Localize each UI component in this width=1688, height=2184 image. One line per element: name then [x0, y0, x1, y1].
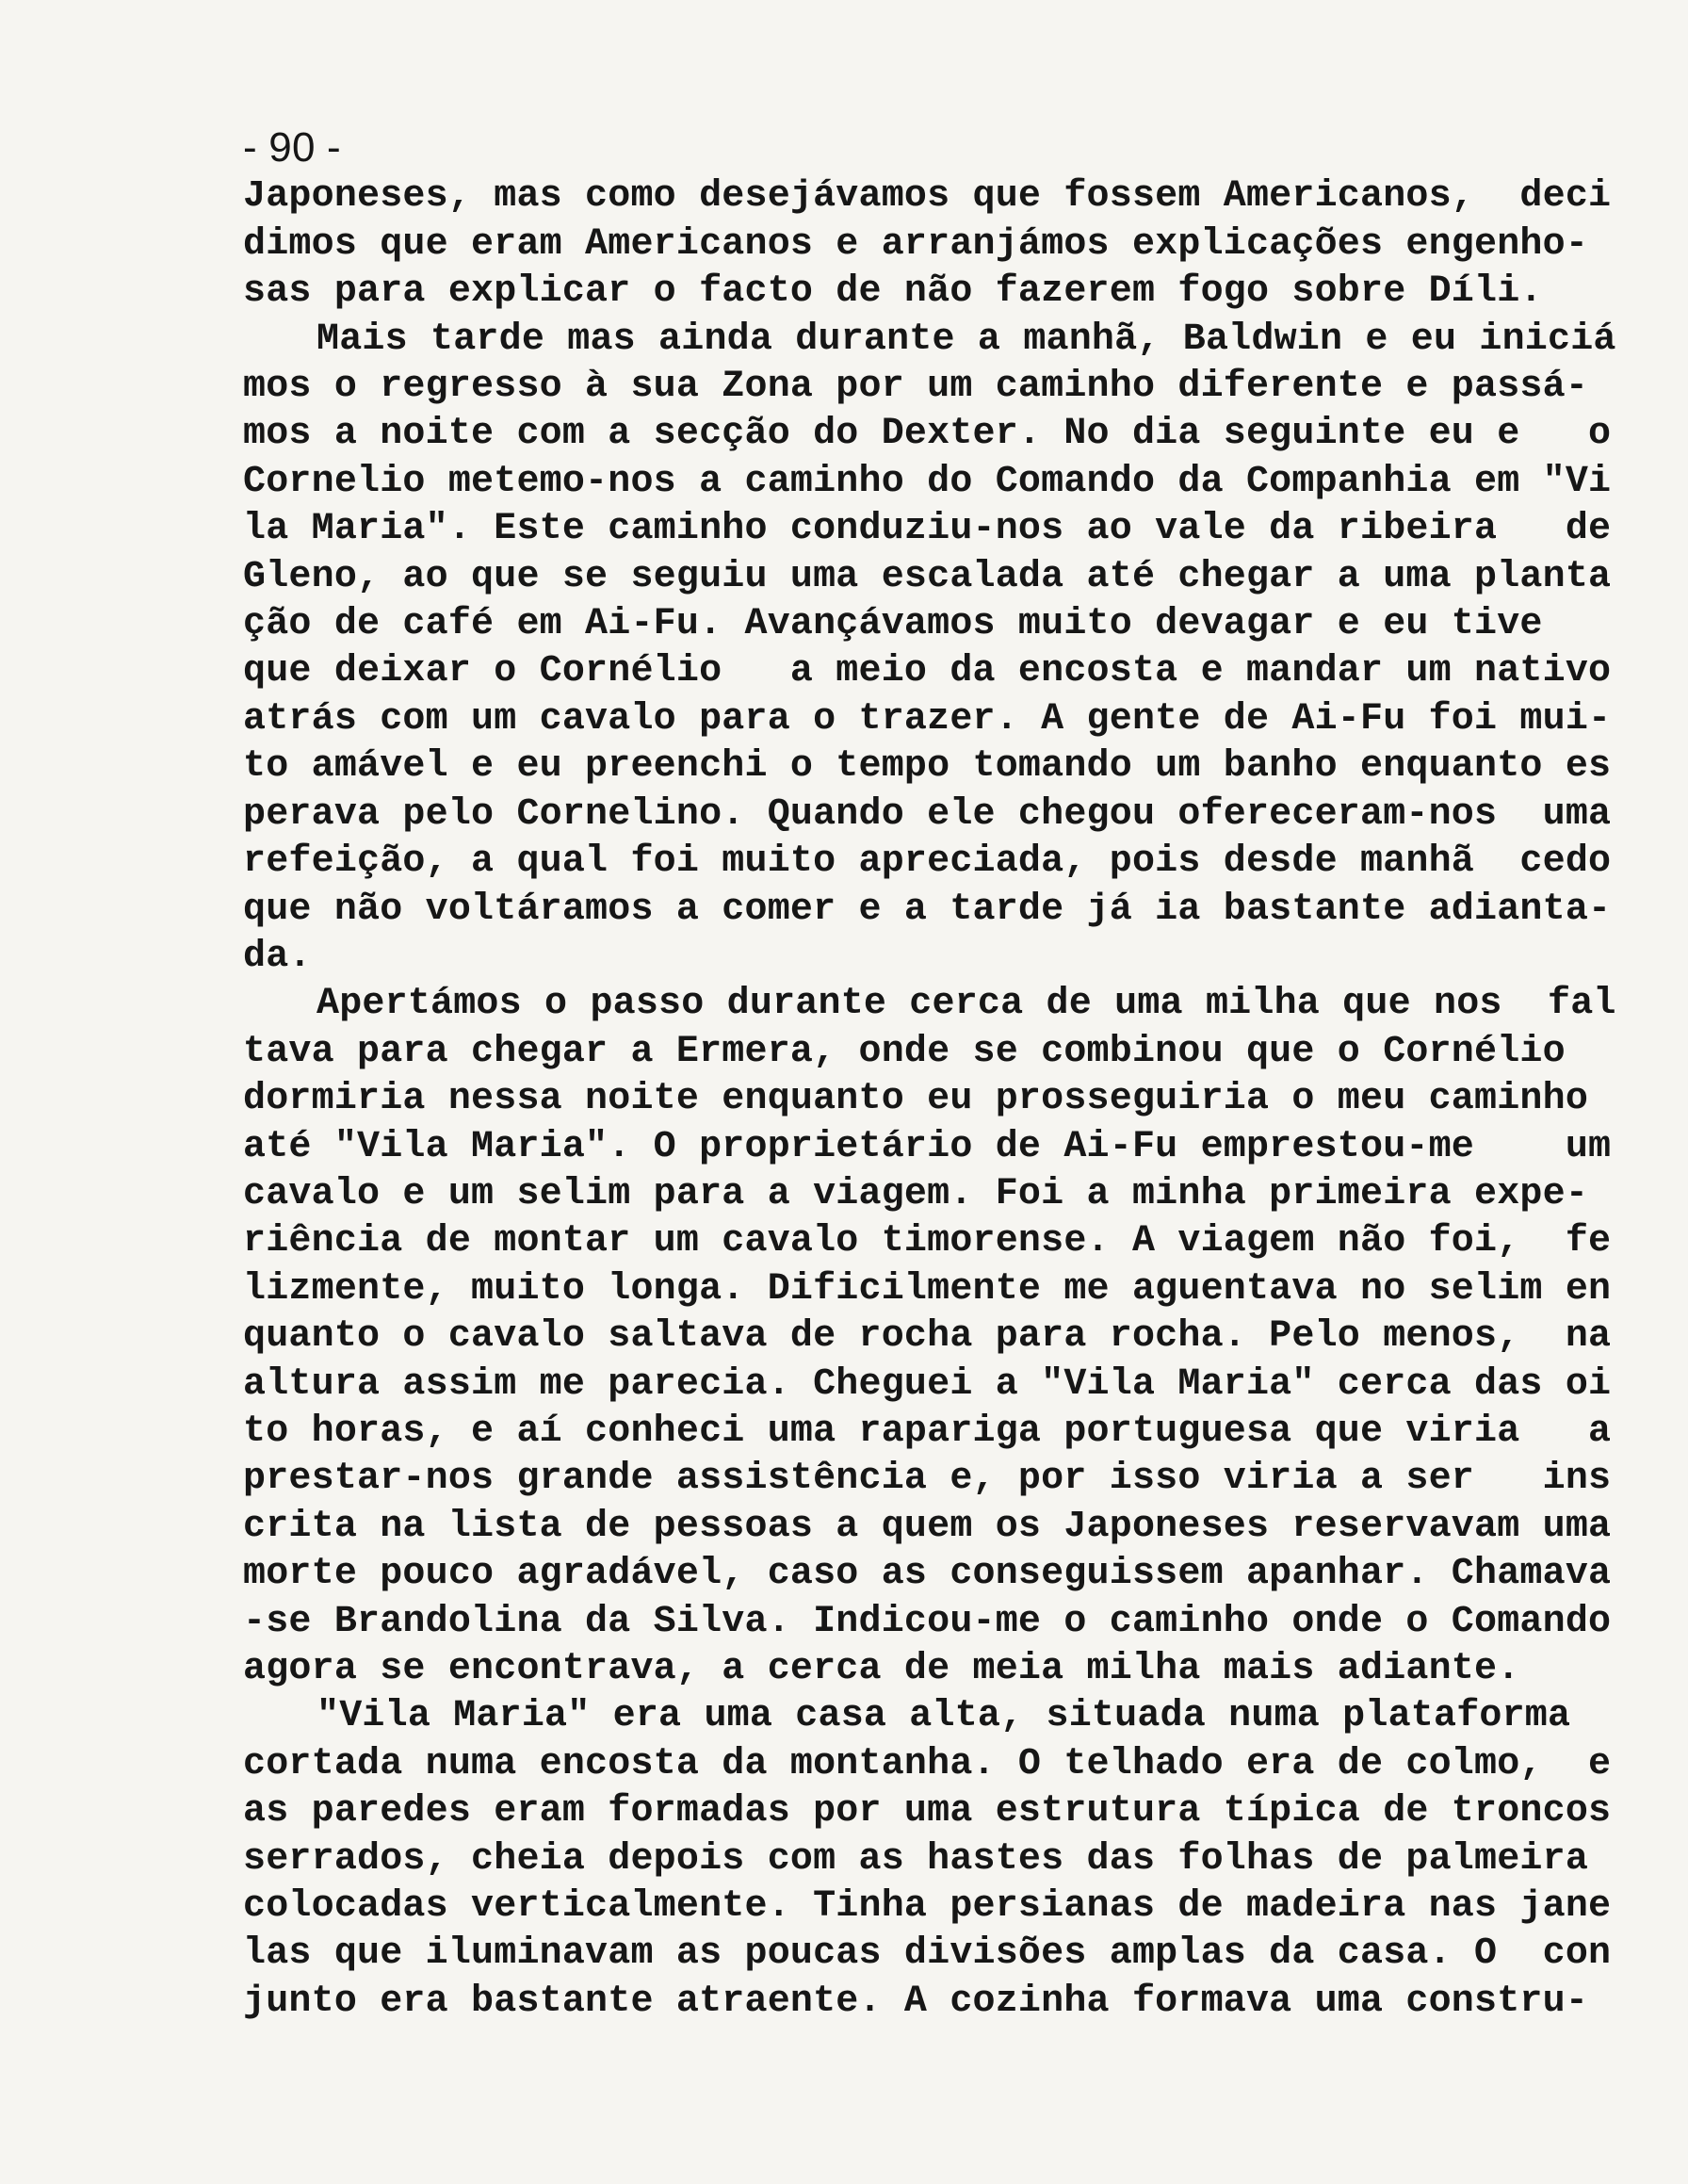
text-line: atrás com um cavalo para o trazer. A gente de Ai-Fu foi mui- — [243, 697, 1612, 741]
typewritten-text — [243, 124, 1637, 2026]
text-line: la Maria". Este caminho conduziu-nos ao vale da ribeira de — [243, 508, 1612, 551]
text-line: quanto o cavalo saltava de rocha para rocha. Pelo menos, na — [243, 1315, 1612, 1359]
text-line: to horas, e aí conheci uma rapariga portuguesa que viria a — [243, 1410, 1612, 1453]
text-line: ção de café em Ai-Fu. Avançávamos muito devagar e eu tive — [243, 603, 1543, 646]
text-line: Cornelio metemo-nos a caminho do Comando da Companhia em "Vi — [243, 460, 1612, 503]
text-line: altura assim me parecia. Cheguei a "Vila Maria" cerca das oi — [243, 1362, 1612, 1406]
text-line: -se Brandolina da Silva. Indicou-me o caminho onde o Comando — [243, 1600, 1612, 1643]
text-line: dimos que eram Americanos e arranjámos explicações engenho- — [243, 222, 1589, 266]
page-number: - 90 - — [243, 124, 341, 171]
text-line: colocadas verticalmente. Tinha persianas de madeira nas jane — [243, 1885, 1612, 1929]
text-line: até "Vila Maria". O proprietário de Ai-Fu emprestou-me um — [243, 1125, 1612, 1168]
text-line: da. — [243, 935, 312, 978]
text-line: cortada numa encosta da montanha. O telhado era de colmo, e — [243, 1742, 1612, 1785]
text-line: cavalo e um selim para a viagem. Foi a minha primeira expe- — [243, 1172, 1589, 1215]
text-line: lizmente, muito longa. Dificilmente me aguentava no selim en — [243, 1267, 1612, 1311]
text-line: mos a noite com a secção do Dexter. No dia seguinte eu e o — [243, 413, 1612, 456]
text-line: morte pouco agradável, caso as conseguissem apanhar. Chamava — [243, 1553, 1612, 1596]
text-line: agora se encontrava, a cerca de meia milha mais adiante. — [243, 1648, 1520, 1690]
paragraph-start-line: Apertámos o passo durante cerca de uma milha que nos fal — [316, 983, 1616, 1026]
text-line: to amável e eu preenchi o tempo tomando um banho enquanto es — [243, 745, 1612, 789]
text-line: que deixar o Cornélio a meio da encosta e mandar um nativo — [243, 650, 1612, 693]
text-line: serrados, cheia depois com as hastes das folhas de palmeira — [243, 1837, 1589, 1881]
text-line: prestar-nos grande assistência e, por isso viria a ser ins — [243, 1458, 1612, 1501]
paragraph-start-line: "Vila Maria" era uma casa alta, situada numa plataforma — [316, 1695, 1571, 1738]
text-line: riência de montar um cavalo timorense. A viagem não foi, fe — [243, 1220, 1612, 1263]
text-line: que não voltáramos a comer e a tarde já ia bastante adianta- — [243, 888, 1612, 931]
paragraph-start-line: Mais tarde mas ainda durante a manhã, Baldwin e eu iniciá — [316, 318, 1616, 361]
text-line: dormiria nessa noite enquanto eu prosseguiria o meu caminho — [243, 1078, 1589, 1121]
text-line: sas para explicar o facto de não fazerem fogo sobre Díli. — [243, 270, 1543, 314]
text-line: crita na lista de pessoas a quem os Japoneses reservavam uma — [243, 1505, 1612, 1548]
text-line: las que iluminavam as poucas divisões amplas da casa. O con — [243, 1932, 1612, 1976]
text-line: tava para chegar a Ermera, onde se combinou que o Cornélio — [243, 1030, 1566, 1073]
text-line: as paredes eram formadas por uma estrutura típica de troncos — [243, 1790, 1612, 1834]
text-line: mos o regresso à sua Zona por um caminho diferente e passá- — [243, 366, 1589, 409]
text-line: refeição, a qual foi muito apreciada, pois desde manhã cedo — [243, 840, 1612, 884]
text-line: Gleno, ao que se seguiu uma escalada até chegar a uma planta — [243, 555, 1612, 598]
text-line: Japoneses, mas como desejávamos que fossem Americanos, deci — [243, 175, 1612, 219]
text-line: perava pelo Cornelino. Quando ele chegou ofereceram-nos uma — [243, 792, 1612, 836]
text-line: junto era bastante atraente. A cozinha formava uma constru- — [243, 1980, 1589, 2023]
